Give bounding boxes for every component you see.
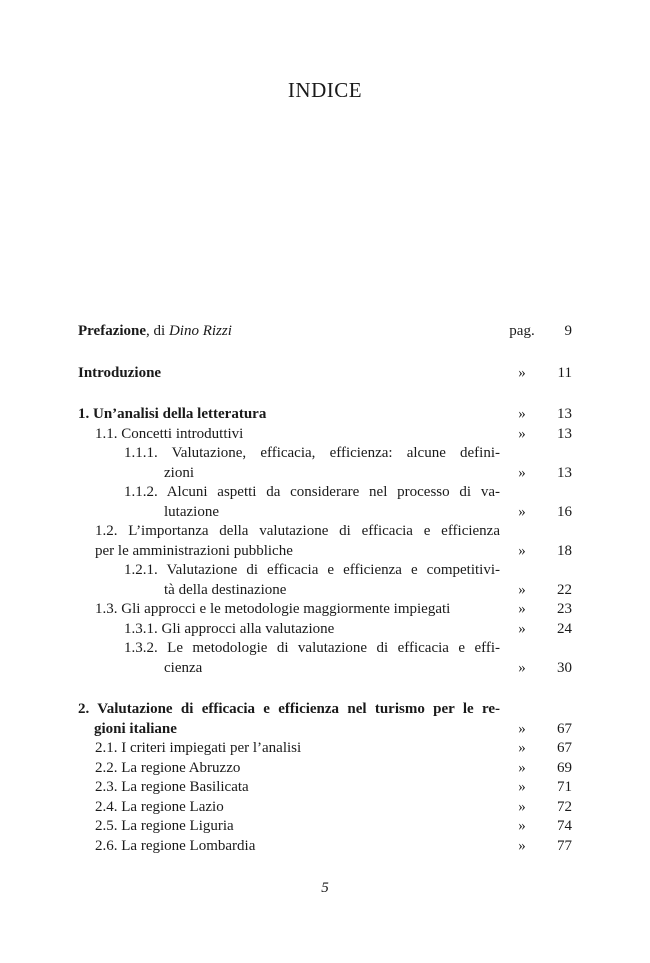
toc-entry-title: 2.6. La regione Lombardia xyxy=(95,837,256,854)
toc-section-2-1[interactable] xyxy=(78,739,572,759)
toc-ditto-mark: » xyxy=(518,740,526,756)
toc-subsection-1-1-1[interactable] xyxy=(78,444,572,483)
entry-connector: , di xyxy=(146,323,169,339)
toc-subsection-1-2-1[interactable] xyxy=(78,561,572,600)
toc-ditto-mark: » xyxy=(518,620,526,637)
toc-entry-title: 2.1. I criteri impiegati per l’analisi xyxy=(95,740,302,756)
table-of-contents xyxy=(78,322,572,856)
toc-entry-title-line2: gioni italiane xyxy=(94,720,177,737)
toc-entry-title xyxy=(78,322,500,342)
toc-ditto-mark: » xyxy=(518,542,526,559)
toc-entry-title-line2: per le amministrazioni pubbliche xyxy=(95,542,293,559)
toc-entry-title: 1. Un’analisi della letteratura xyxy=(78,406,267,422)
toc-section-1-3[interactable] xyxy=(78,600,572,620)
toc-entry-title-line1: 1.3.2. Le metodologie di valutazione di efficacia e effi- xyxy=(124,640,500,656)
toc-page-number: 23 xyxy=(557,601,572,617)
toc-entry-title-line2: zioni xyxy=(164,464,194,481)
entry-author: Dino Rizzi xyxy=(168,323,232,339)
toc-ditto-mark: » xyxy=(518,837,526,854)
toc-subsection-1-3-1[interactable] xyxy=(78,620,572,640)
toc-page-number: 16 xyxy=(557,503,572,520)
toc-subsection-1-3-2[interactable] xyxy=(78,639,572,678)
toc-ditto-mark: » xyxy=(518,581,526,598)
toc-ditto-mark: » xyxy=(518,364,526,381)
toc-section-2-4[interactable] xyxy=(78,798,572,818)
toc-page-number: 11 xyxy=(557,364,572,381)
toc-ditto-mark: » xyxy=(518,503,526,520)
toc-page-number: 67 xyxy=(557,740,572,756)
toc-chapter-2[interactable] xyxy=(78,700,572,739)
toc-section-2-6[interactable] xyxy=(78,837,572,857)
toc-entry-title-line1: 1.2. L’importanza della valutazione di efficacia e efficienza xyxy=(95,523,500,539)
toc-entry-title: Introduzione xyxy=(78,364,162,381)
toc-page-number: 71 xyxy=(557,779,572,795)
toc-entry-title-line1: 2. Valutazione di efficacia e efficienza nel turismo per le re- xyxy=(78,701,500,717)
toc-page-number: 30 xyxy=(557,659,572,676)
toc-page-number: 67 xyxy=(557,720,572,737)
toc-entry-introduzione[interactable] xyxy=(78,364,572,384)
toc-page-number: 77 xyxy=(557,837,572,854)
toc-entry-title-line2: cienza xyxy=(164,659,203,676)
toc-entry-title-line1: 1.1.2. Alcuni aspetti da considerare nel processo di va- xyxy=(124,484,500,500)
toc-section-1-1[interactable] xyxy=(78,425,572,445)
toc-page-number: 72 xyxy=(557,798,572,815)
toc-ditto-mark: » xyxy=(518,406,526,422)
toc-page-number: 9 xyxy=(564,323,572,339)
toc-entry-title: 2.4. La regione Lazio xyxy=(95,798,224,815)
toc-page-number: 18 xyxy=(557,542,572,559)
toc-entry-title-line1: 1.2.1. Valutazione di efficacia e efficienza e competitivi- xyxy=(124,562,500,578)
toc-section-1-2[interactable] xyxy=(78,522,572,561)
toc-ditto-mark: » xyxy=(518,779,526,795)
toc-entry-title: 2.3. La regione Basilicata xyxy=(95,779,249,795)
toc-ditto-mark: » xyxy=(518,601,526,617)
toc-entry-title: 2.2. La regione Abruzzo xyxy=(95,759,241,776)
toc-entry-prefazione[interactable] xyxy=(78,322,572,342)
toc-page-number: 69 xyxy=(557,759,572,776)
toc-page-prefix: pag. xyxy=(509,323,535,339)
toc-ditto-mark: » xyxy=(518,659,526,676)
toc-ditto-mark: » xyxy=(518,798,526,815)
toc-page-number: 13 xyxy=(557,425,572,442)
toc-ditto-mark: » xyxy=(518,425,526,442)
toc-entry-title: 1.1. Concetti introduttivi xyxy=(95,425,244,442)
toc-subsection-1-1-2[interactable] xyxy=(78,483,572,522)
toc-entry-title: 1.3.1. Gli approcci alla valutazione xyxy=(124,620,335,637)
toc-section-2-3[interactable] xyxy=(78,778,572,798)
toc-page-number: 13 xyxy=(557,406,572,422)
entry-label: Prefazione xyxy=(78,323,147,339)
toc-entry-title-line1: 1.1.1. Valutazione, efficacia, efficienza: alcune defini- xyxy=(124,445,500,461)
toc-entry-title: 2.5. La regione Liguria xyxy=(95,818,234,834)
toc-entry-title: 1.3. Gli approcci e le metodologie maggiormente impiegati xyxy=(95,601,451,617)
toc-ditto-mark: » xyxy=(518,818,526,834)
toc-page-number: 22 xyxy=(557,581,572,598)
toc-ditto-mark: » xyxy=(518,464,526,481)
toc-page-number: 74 xyxy=(557,818,572,834)
toc-section-2-5[interactable] xyxy=(78,817,572,837)
toc-chapter-1[interactable] xyxy=(78,405,572,425)
toc-ditto-mark: » xyxy=(518,759,526,776)
toc-page-number: 24 xyxy=(557,620,572,637)
page-folio-number: 5 xyxy=(321,880,329,896)
toc-section-2-2[interactable] xyxy=(78,759,572,779)
toc-entry-title-line2: lutazione xyxy=(164,503,219,520)
toc-entry-title-line2: tà della destinazione xyxy=(164,581,287,598)
page-title: INDICE xyxy=(287,78,363,102)
toc-ditto-mark: » xyxy=(518,720,526,737)
toc-page-number: 13 xyxy=(557,464,572,481)
